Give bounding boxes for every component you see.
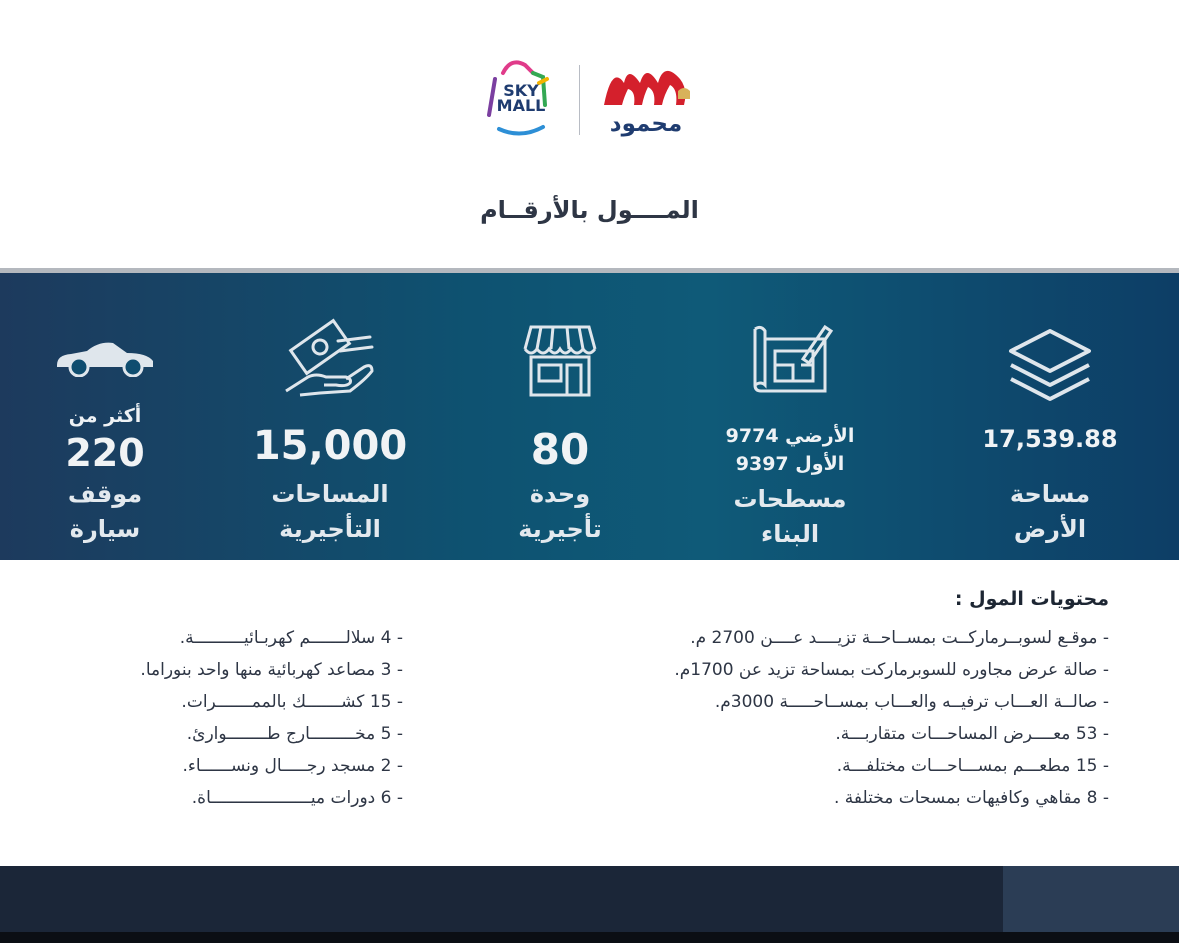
list-item: - 8 مقاهي وكافيهات بمسحات مختلفة . bbox=[833, 788, 1109, 808]
logo-bar bbox=[0, 50, 1179, 150]
page-title: المــــول بالأرقــام bbox=[480, 196, 699, 224]
first-floor-area: الأول 9397 bbox=[735, 453, 845, 475]
land-area-label-2: الأرض bbox=[1013, 515, 1087, 543]
contents-list-left bbox=[43, 622, 403, 814]
storefront-icon bbox=[517, 321, 603, 401]
units-label-2: تأجيرية bbox=[518, 515, 602, 543]
stat-land-area bbox=[940, 273, 1160, 565]
money-hand-icon bbox=[280, 317, 380, 397]
contents-title: محتويات المول : bbox=[954, 588, 1109, 610]
sky-word: SKY bbox=[503, 81, 539, 100]
list-item: - 15 كشـــــــك بالممـــــــرات. bbox=[181, 692, 403, 712]
parking-label-1: موقف bbox=[67, 480, 143, 508]
footer-bottom-strip bbox=[0, 932, 1179, 943]
list-item: - 15 مطعـــم بمســـاحـــات مختلفـــة. bbox=[836, 756, 1109, 776]
units-label-1: وحدة bbox=[529, 480, 591, 508]
list-item: - 3 مصاعد كهربائية منها واحد بنوراما. bbox=[140, 660, 403, 680]
rental-area-value: 15,000 bbox=[252, 423, 408, 469]
list-item: - 6 دورات ميــــــــــــــــــــاة. bbox=[191, 788, 403, 808]
stat-building-area bbox=[690, 273, 890, 565]
stats-band bbox=[0, 268, 1179, 560]
stat-parking bbox=[20, 273, 190, 565]
land-area-label-1: مساحة bbox=[1009, 480, 1091, 508]
footer-band bbox=[0, 866, 1179, 943]
parking-label-2: سيارة bbox=[69, 515, 141, 543]
units-value: 80 bbox=[530, 425, 590, 474]
building-label-2: البناء bbox=[760, 520, 820, 548]
stat-rental-area bbox=[230, 273, 430, 565]
footer-accent bbox=[1003, 866, 1179, 932]
list-item: - 53 معــــرض المساحـــات متقاربـــة. bbox=[835, 724, 1109, 744]
ground-floor-area: الأرضي 9774 bbox=[725, 425, 855, 447]
stat-units bbox=[470, 273, 650, 565]
parking-value: 220 bbox=[65, 431, 145, 475]
land-area-value: 17,539.88 bbox=[982, 425, 1118, 453]
building-label-1: مسطحات bbox=[733, 485, 847, 513]
mahmoud-wordmark: محمود bbox=[609, 111, 683, 137]
mahmoud-logo bbox=[598, 55, 698, 145]
list-item: - 2 مسجد رجـــــال ونســــــاء. bbox=[182, 756, 403, 776]
layers-icon bbox=[1005, 325, 1095, 405]
logo-divider bbox=[579, 65, 580, 135]
mahmoud-emblem-icon bbox=[598, 55, 698, 115]
list-item: - 5 مخـــــــــارج طــــــــوارئ. bbox=[186, 724, 403, 744]
car-icon bbox=[53, 337, 157, 377]
list-item: - صالــة العـــاب ترفيــه والعـــاب بمســاحـــــة 3000م. bbox=[714, 692, 1109, 712]
parking-prefix: أكثر من bbox=[68, 405, 142, 427]
sky-mall-wordmark bbox=[491, 83, 551, 113]
rental-label-2: التأجيرية bbox=[279, 515, 381, 543]
contents-list-right bbox=[569, 622, 1109, 814]
sky-mall-logo bbox=[481, 55, 561, 145]
mall-contents bbox=[0, 588, 1179, 818]
rental-label-1: المساحات bbox=[271, 480, 389, 508]
mall-word: MALL bbox=[496, 96, 546, 115]
list-item: - موقـع لسوبــرماركــت بمســاحــة تزيــــد عــــن 2700 م. bbox=[690, 628, 1109, 648]
list-item: - 4 سلالـــــــم كهربـائيــــــــــة. bbox=[179, 628, 403, 648]
list-item: - صالة عرض مجاوره للسوبرماركت بمساحة تزيد عن 1700م. bbox=[674, 660, 1109, 680]
blueprint-icon bbox=[745, 321, 835, 397]
